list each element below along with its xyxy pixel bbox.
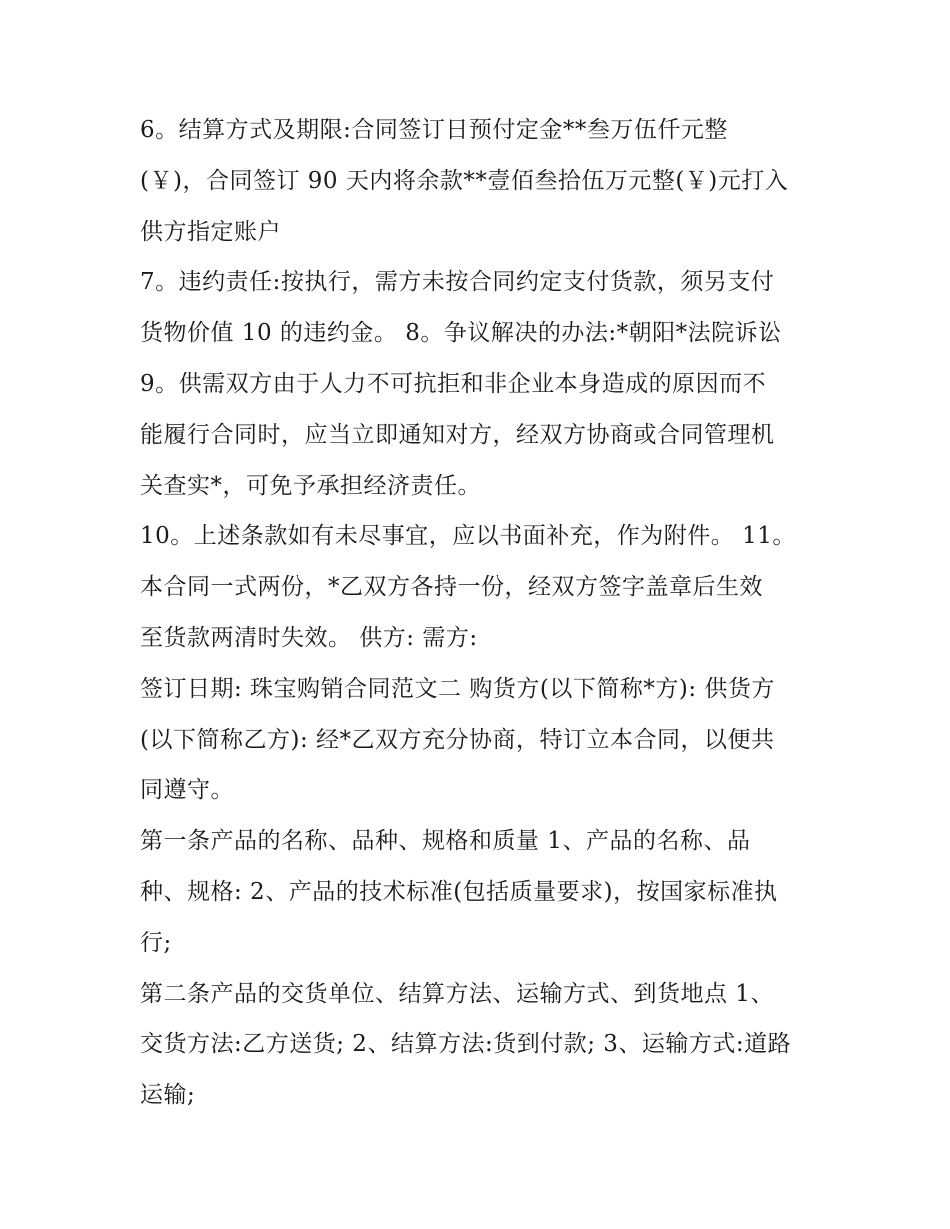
text-line: 第一条产品的名称、品种、规格和质量 1、产品的名称、品 bbox=[140, 828, 751, 854]
text-line: (以下简称乙方): 经*乙双方充分协商，特订立本合同，以便共 bbox=[140, 727, 775, 753]
text-line: 种、规格: 2、产品的技术标准(包括质量要求)，按国家标准执 bbox=[140, 879, 778, 905]
text-line: 第二条产品的交货单位、结算方法、运输方式、到货地点 1、 bbox=[140, 981, 774, 1007]
text-line: (￥)，合同签订 90 天内将余款**壹佰叁拾伍万元整(￥)元打入 bbox=[140, 168, 789, 194]
text-line: 签订日期: 珠宝购销合同范文二 购货方(以下简称*方): 供货方 bbox=[140, 676, 775, 702]
text-line: 交货方法:乙方送货; 2、结算方法:货到付款; 3、运输方式:道路 bbox=[140, 1031, 792, 1057]
text-line: 货物价值 10 的违约金。 8。争议解决的办法:*朝阳*法院诉讼 bbox=[140, 320, 782, 346]
text-line: 运输; bbox=[140, 1082, 196, 1108]
text-line: 行; bbox=[140, 930, 172, 956]
text-line: 供方指定账户 bbox=[140, 219, 281, 245]
text-line: 至货款两清时失效。 供方: 需方: bbox=[140, 625, 478, 651]
text-line: 9。供需双方由于人力不可抗拒和非企业本身造成的原因而不 bbox=[140, 371, 767, 397]
text-line: 关查实*，可免予承担经济责任。 bbox=[140, 473, 481, 499]
text-line: 7。违约责任:按执行，需方未按合同约定支付货款，须另支付 bbox=[140, 269, 775, 295]
text-line: 10。上述条款如有未尽事宜，应以书面补充，作为附件。 11。 bbox=[140, 523, 796, 549]
text-line: 6。结算方式及期限:合同签订日预付定金**叁万伍仟元整 bbox=[140, 117, 728, 143]
text-line: 能履行合同时，应当立即通知对方，经双方协商或合同管理机 bbox=[140, 422, 775, 448]
text-line: 同遵守。 bbox=[140, 777, 234, 803]
text-line: 本合同一式两份，*乙双方各持一份，经双方签字盖章后生效 bbox=[140, 574, 763, 600]
